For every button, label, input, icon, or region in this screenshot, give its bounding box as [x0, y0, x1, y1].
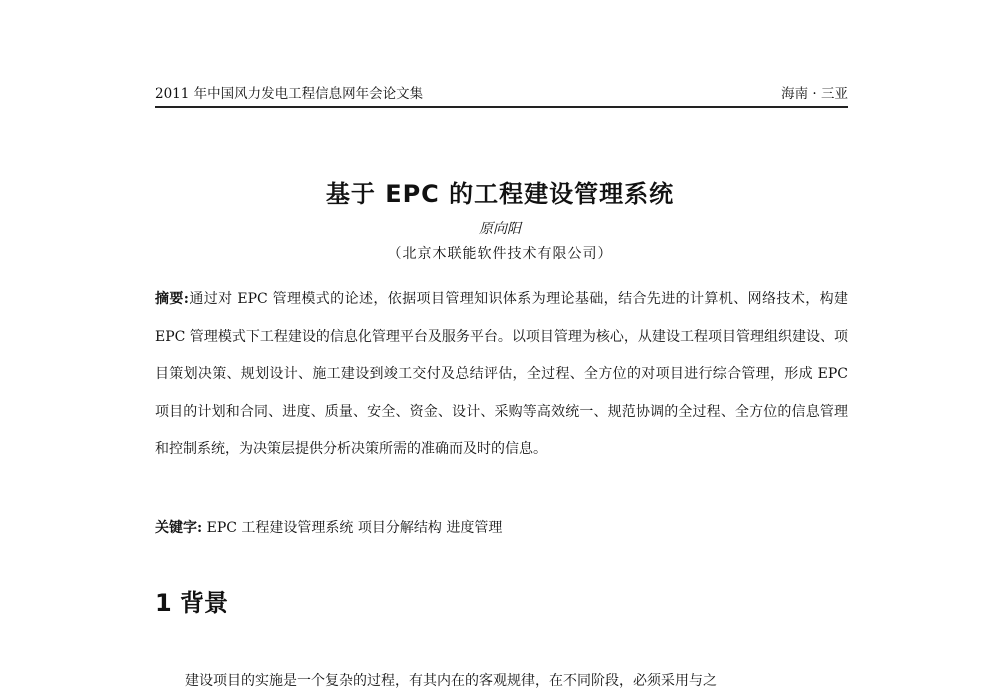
conference-location: 海南 · 三亚 — [781, 86, 848, 102]
keywords-text: EPC 工程建设管理系统 项目分解结构 进度管理 — [206, 520, 503, 536]
keywords-line — [155, 513, 848, 543]
body-paragraph-start: 建设项目的实施是一个复杂的过程，有其内在的客观规律，在不同阶段，必须采用与之 — [185, 673, 717, 689]
abstract-paragraph — [155, 281, 848, 469]
abstract-label: 摘要: — [155, 291, 189, 307]
paper-title: 基于 EPC 的工程建设管理系统 — [325, 180, 675, 208]
abstract-text: 通过对 EPC 管理模式的论述，依据项目管理知识体系为理论基础，结合先进的计算机、网络技术，构建 EPC 管理模式下工程建设的信息化管理平台及服务平台。以项目管理为核心，从建设工程项目管理组织建设、项目策划决策、规划设计、施工建设到竣工交付及总结评估，全过程、全方位的对项目进行综合管理，形成 EPC 项目的计划和合同、进度、质量、安全、资金、设计、采购等高效统一、规范协调的全过程、全方位的信息管理和控制系统，为决策层提供分析决策所需的准确而及时的信息。 — [155, 291, 849, 457]
author-affiliation: （北京木联能软件技术有限公司） — [387, 246, 613, 262]
proceedings-title: 2011 年中国风力发电工程信息网年会论文集 — [155, 86, 424, 102]
keywords-label: 关键字: — [155, 520, 203, 536]
running-header — [155, 84, 848, 108]
section-heading: 1 背景 — [155, 589, 229, 617]
paper-author: 原向阳 — [479, 221, 521, 237]
